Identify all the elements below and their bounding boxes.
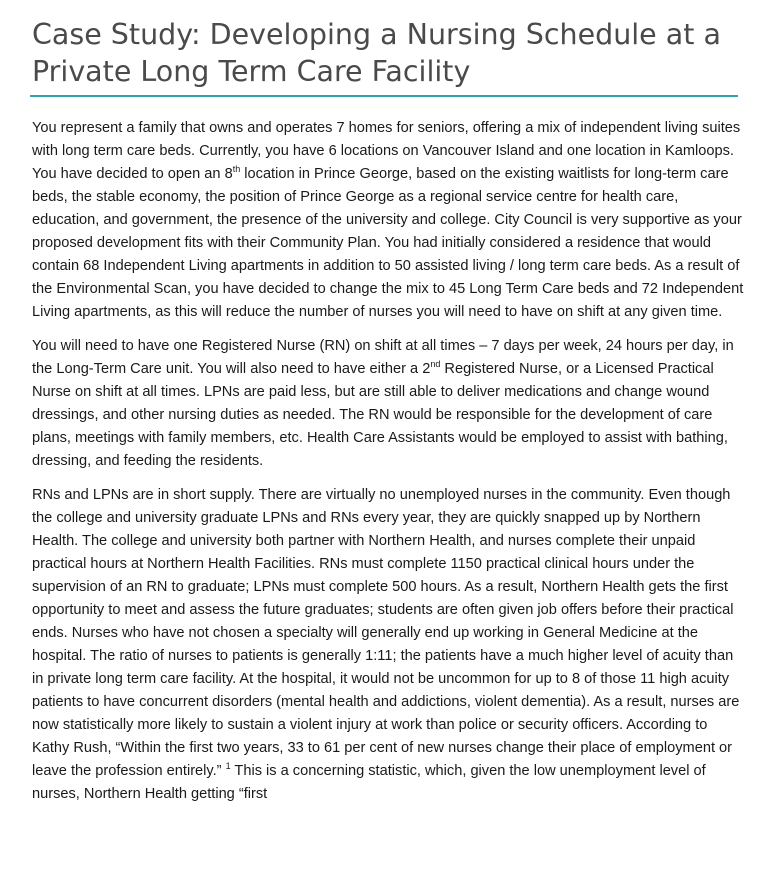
title-block [32, 16, 738, 90]
body-paragraph-2 [32, 335, 744, 473]
body-paragraph-3 [32, 484, 744, 806]
paragraph-text: RNs and LPNs are in short supply. There are virtually no unemployed nurses in the community. Even though the college and university graduate LPNs and RNs every year, they are quickly snapped up by Northern Health. The college and university both partner with Northern Health, and nurses complete their unpaid practical hours at Northern Health Facilities. RNs must complete 1150 practical clinical hours under the supervision of an RN to graduate; LPNs must complete 500 hours. As a result, Northern Health gets the first opportunity to meet and assess the future graduates; students are often given job offers before their practical ends. Nurses who have not chosen a specialty will generally end up working in General Medicine at the hospital. The ratio of nurses to patients is generally 1:11; the patients have a much higher level of acuity than in private long term care facility. At the hospital, it would not be uncommon for up to 8 of those 11 high acuity patients to have concurrent disorders (mental health and addictions, violent dementia). As a result, nurses are now statistically more likely to sustain a violent injury at work than police or security officers. According to Kathy Rush, “Within the first two years, 33 to 61 per cent of new nurses change their place of employment or leave the profession entirely.” [32, 487, 740, 779]
body-paragraph-1 [32, 117, 744, 324]
page-title [32, 16, 738, 90]
title-underline-rule [30, 95, 738, 97]
title-line-1: Case Study: Developing a Nursing Schedule at a [32, 18, 721, 51]
paragraph-text: Registered Nurse, or a Licensed Practical Nurse on shift at all times. LPNs are paid less, but are still able to deliver medications and change wound dressings, and other nursing duties as needed. The RN would be responsible for the development of care plans, meetings with family members, etc. Health Care Assistants would be employed to assist with bathing, dressing, and feeding the residents. [32, 361, 728, 469]
document-body [32, 117, 744, 817]
title-line-2: Private Long Term Care Facility [32, 55, 471, 88]
paragraph-text: This is a concerning statistic, which, given the low unemployment level of nurses, Northern Health getting “first [32, 763, 706, 802]
superscript-text: nd [430, 359, 441, 370]
paragraph-text: location in Prince George, based on the existing waitlists for long-term care beds, the stable economy, the position of Prince George as a regional service centre for health care, education, and government, the presence of the university and college. City Council is very supportive as your proposed development fits with their Community Plan. You had initially considered a residence that would contain 68 Independent Living apartments in addition to 50 assisted living / long term care beds. As a result of the Environmental Scan, you have decided to change the mix to 45 Long Term Care beds and 72 Independent Living apartments, as this will reduce the number of nurses you will need to have on shift at any given time. [32, 166, 744, 320]
superscript-text: 1 [225, 761, 231, 772]
superscript-text: th [232, 164, 241, 175]
paragraph-text: You represent a family that owns and operates 7 homes for seniors, offering a mix of independent living suites with long term care beds. Currently, you have 6 locations on Vancouver Island and one location in Kamloops. You have decided to open an 8 [32, 120, 741, 182]
paragraph-text: You will need to have one Registered Nurse (RN) on shift at all times – 7 days per week, 24 hours per day, in the Long-Term Care unit. You will also need to have either a 2 [32, 338, 734, 377]
